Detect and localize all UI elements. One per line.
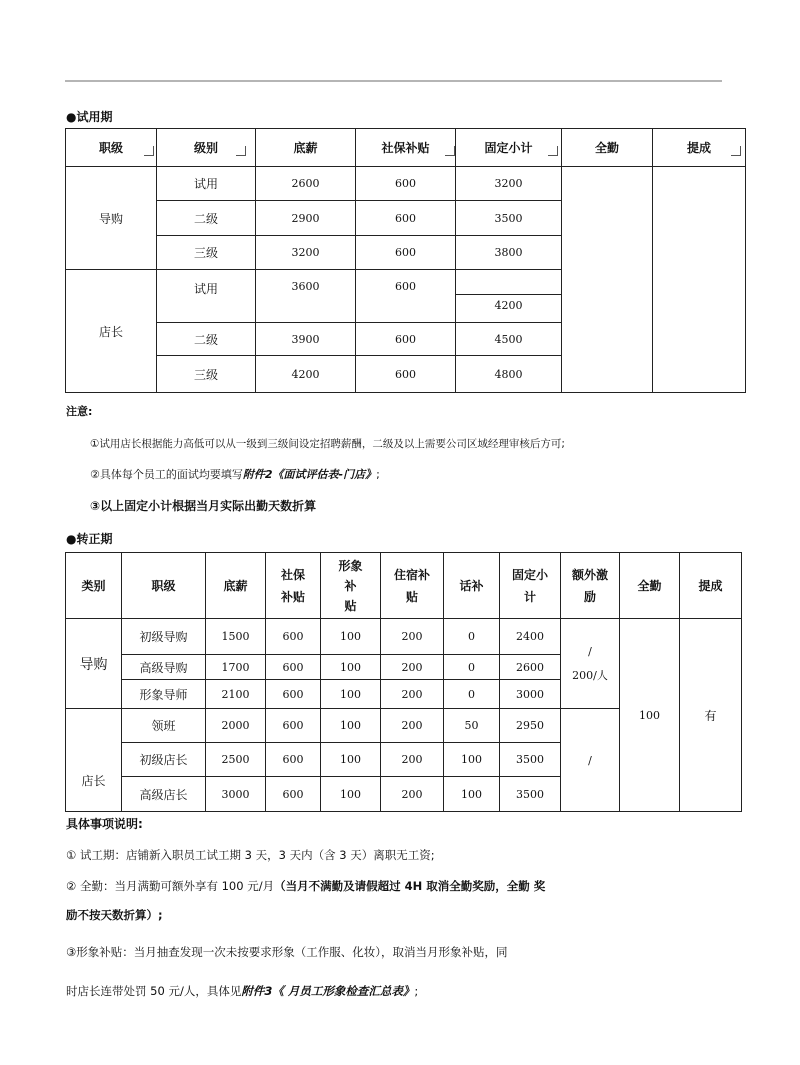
header-cell: 职级	[66, 129, 157, 167]
social-cell: 600	[356, 201, 456, 236]
base-cell: 2100	[206, 680, 266, 709]
social-cell: 600	[356, 323, 456, 356]
level-cell: 形象导师	[122, 680, 206, 709]
corner-mark	[548, 146, 558, 156]
subtotal-cell: 3500	[500, 777, 561, 812]
regular-heading: ●转正期	[66, 532, 113, 546]
base-cell: 4200	[256, 356, 356, 393]
detail-line-2-cont: 励不按天数折算）;	[66, 908, 163, 922]
phone-cell: 0	[444, 619, 500, 655]
detail-line-1: ① 试工期：店铺新入职员工试工期 3 天，3 天内（含 3 天）离职无工资;	[66, 848, 435, 862]
header-cell: 职级	[122, 553, 206, 619]
social-cell: 600	[266, 709, 321, 743]
extra-incentive-cell: /	[561, 709, 620, 812]
extra-incentive-cell: / 200/人	[561, 619, 620, 709]
header-cell: 底薪	[206, 553, 266, 619]
base-cell: 2000	[206, 709, 266, 743]
phone-cell: 100	[444, 777, 500, 812]
header-cell: 固定小计	[456, 129, 562, 167]
housing-cell: 200	[381, 743, 444, 777]
group-cell: 店长	[66, 270, 157, 393]
base-cell: 3000	[206, 777, 266, 812]
level-cell: 二级	[157, 201, 256, 236]
header-cell: 提成	[653, 129, 746, 167]
commission-cell: 有	[680, 619, 742, 812]
table-row	[66, 167, 746, 201]
social-cell: 600	[266, 777, 321, 812]
detail-line-4-text: 时店长连带处罚 50 元/人，具体见	[66, 984, 242, 998]
detail-line-2-bold: （当月不满勤及请假超过 4H 取消全勤奖励，全勤 奖	[274, 879, 546, 893]
header-cell: 社保补贴	[356, 129, 456, 167]
note-2	[90, 466, 380, 482]
attendance-cell: 100	[620, 619, 680, 812]
note-2-end: ;	[376, 468, 380, 481]
subtotal-cell: 3000	[500, 680, 561, 709]
subtotal-cell: 3500	[456, 201, 562, 236]
base-cell: 3600	[256, 270, 356, 323]
social-cell: 600	[266, 743, 321, 777]
header-cell: 全勤	[562, 129, 653, 167]
notes-title: 注意:	[66, 405, 93, 418]
social-cell: 600	[266, 655, 321, 680]
header-cell: 额外激 励	[561, 553, 620, 619]
header-cell: 类别	[66, 553, 122, 619]
level-cell: 三级	[157, 356, 256, 393]
image-cell: 100	[321, 743, 381, 777]
probation-table	[65, 128, 746, 393]
header-cell: 社保 补贴	[266, 553, 321, 619]
level-cell: 试用	[157, 167, 256, 201]
subtotal-cell: 4200	[456, 270, 562, 323]
detail-line-4	[66, 983, 418, 999]
phone-cell: 100	[444, 743, 500, 777]
level-cell: 初级店长	[122, 743, 206, 777]
group-cell: 店长	[66, 709, 122, 812]
base-cell: 1700	[206, 655, 266, 680]
level-cell: 初级导购	[122, 619, 206, 655]
social-cell: 600	[266, 619, 321, 655]
details-title: 具体事项说明:	[66, 817, 143, 831]
base-cell: 2600	[256, 167, 356, 201]
header-cell: 住宿补 贴	[381, 553, 444, 619]
image-cell: 100	[321, 680, 381, 709]
level-cell: 试用	[157, 270, 256, 323]
commission-cell	[653, 167, 746, 393]
corner-mark	[731, 146, 741, 156]
housing-cell: 200	[381, 777, 444, 812]
level-cell: 二级	[157, 323, 256, 356]
corner-mark	[236, 146, 246, 156]
header-cell: 形象 补 贴	[321, 553, 381, 619]
subtotal-cell: 2950	[500, 709, 561, 743]
social-cell: 600	[356, 270, 456, 323]
base-cell: 3900	[256, 323, 356, 356]
detail-line-4-attachment: 附件3《 月员工形象检查汇总表》	[241, 984, 415, 998]
note-2-text: ②具体每个员工的面试均要填写	[90, 468, 243, 481]
image-cell: 100	[321, 619, 381, 655]
housing-cell: 200	[381, 655, 444, 680]
social-cell: 600	[356, 236, 456, 270]
header-cell: 级别	[157, 129, 256, 167]
base-cell: 2900	[256, 201, 356, 236]
note-3: ③以上固定小计根据当月实际出勤天数折算	[90, 499, 317, 513]
detail-line-3: ③形象补贴：当月抽查发现一次未按要求形象（工作服、化妆），取消当月形象补贴，同	[66, 945, 508, 959]
corner-mark	[445, 146, 455, 156]
group-cell: 导购	[66, 619, 122, 709]
phone-cell: 0	[444, 680, 500, 709]
group-cell: 导购	[66, 167, 157, 270]
attendance-cell	[562, 167, 653, 393]
level-cell: 高级店长	[122, 777, 206, 812]
social-cell: 600	[266, 680, 321, 709]
detail-line-2	[66, 878, 545, 894]
subtotal-cell: 2600	[500, 655, 561, 680]
base-cell: 2500	[206, 743, 266, 777]
phone-cell: 0	[444, 655, 500, 680]
base-cell: 3200	[256, 236, 356, 270]
header-cell: 话补	[444, 553, 500, 619]
note-2-attachment: 附件2《面试评估表-门店》	[242, 468, 377, 481]
social-cell: 600	[356, 167, 456, 201]
housing-cell: 200	[381, 619, 444, 655]
housing-cell: 200	[381, 680, 444, 709]
social-cell: 600	[356, 356, 456, 393]
header-cell: 固定小 计	[500, 553, 561, 619]
corner-mark	[144, 146, 154, 156]
subtotal-cell: 4800	[456, 356, 562, 393]
note-1: ①试用店长根据能力高低可以从一级到三级间设定招聘薪酬，二级及以上需要公司区域经理审核后方可;	[90, 438, 565, 450]
level-cell: 高级导购	[122, 655, 206, 680]
subtotal-cell: 4500	[456, 323, 562, 356]
detail-line-4-end: ;	[414, 984, 419, 998]
cell-split-line	[455, 294, 561, 295]
detail-line-2-text: ② 全勤：当月满勤可额外享有 100 元/月	[66, 879, 275, 893]
header-rule	[65, 80, 722, 82]
subtotal-cell: 3500	[500, 743, 561, 777]
table-row	[66, 619, 742, 655]
housing-cell: 200	[381, 709, 444, 743]
subtotal-cell: 3200	[456, 167, 562, 201]
subtotal-cell: 2400	[500, 619, 561, 655]
header-cell: 底薪	[256, 129, 356, 167]
image-cell: 100	[321, 709, 381, 743]
phone-cell: 50	[444, 709, 500, 743]
level-cell: 领班	[122, 709, 206, 743]
image-cell: 100	[321, 777, 381, 812]
subtotal-cell: 3800	[456, 236, 562, 270]
probation-heading: ●试用期	[66, 110, 113, 124]
level-cell: 三级	[157, 236, 256, 270]
header-cell: 全勤	[620, 553, 680, 619]
image-cell: 100	[321, 655, 381, 680]
base-cell: 1500	[206, 619, 266, 655]
regular-table	[65, 552, 742, 812]
header-cell: 提成	[680, 553, 742, 619]
